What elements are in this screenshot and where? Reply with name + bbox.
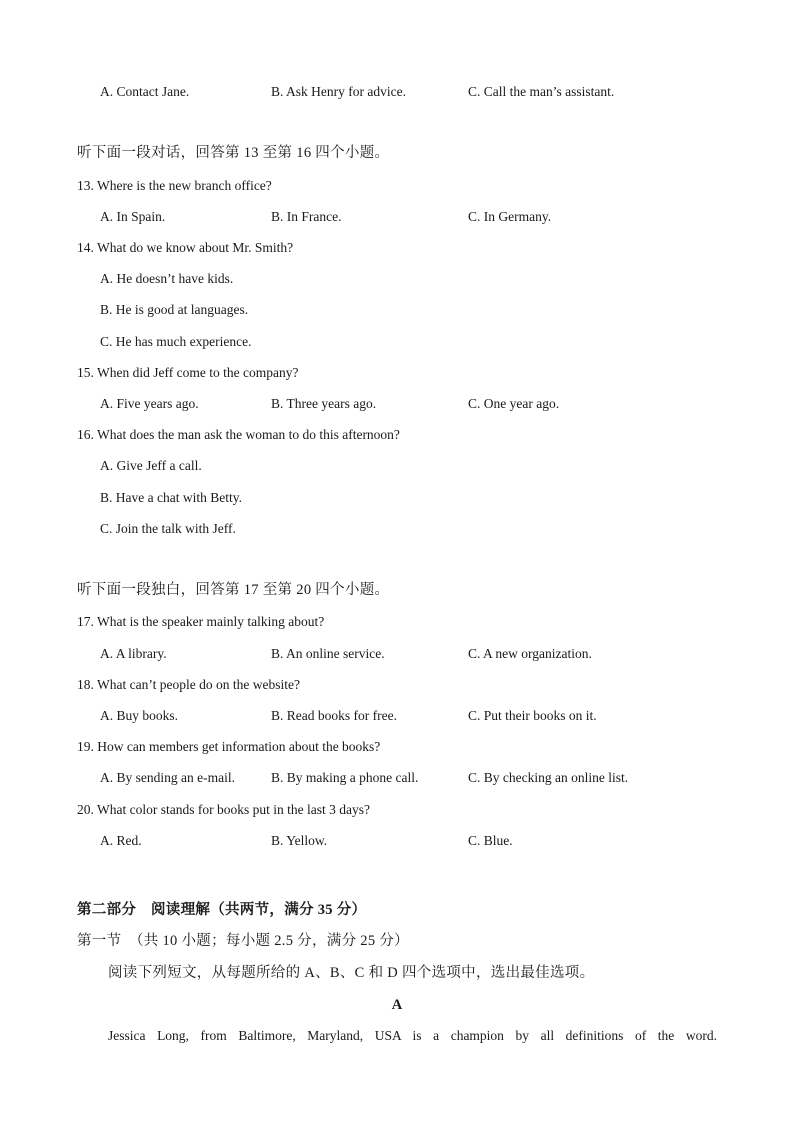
option-14-a: A. He doesn’t have kids. bbox=[100, 271, 234, 286]
option-15-c: C. One year ago. bbox=[468, 396, 560, 411]
part2-instruction: 阅读下列短文，从每题所给的 A、B、C 和 D 四个选项中，选出最佳选项。 bbox=[108, 965, 595, 981]
option-16-c: C. Join the talk with Jeff. bbox=[100, 521, 236, 536]
option-17-a: A. A library. bbox=[100, 646, 167, 661]
question-18: 18. What can’t people do on the website? bbox=[77, 677, 300, 692]
option-16-b: B. Have a chat with Betty. bbox=[100, 490, 242, 505]
section-17-20-heading: 听下面一段独白，回答第 17 至第 20 四个小题。 bbox=[77, 582, 390, 598]
option-19-a: A. By sending an e-mail. bbox=[100, 770, 235, 785]
option-18-b: B. Read books for free. bbox=[271, 708, 397, 723]
option-12-b: B. Ask Henry for advice. bbox=[271, 84, 406, 99]
option-13-a: A. In Spain. bbox=[100, 209, 166, 224]
option-17-c: C. A new organization. bbox=[468, 646, 592, 661]
option-16-a: A. Give Jeff a call. bbox=[100, 458, 202, 473]
option-12-c: C. Call the man’s assistant. bbox=[468, 84, 615, 99]
part2-title: 第二部分 阅读理解（共两节，满分 35 分） bbox=[77, 902, 367, 918]
option-17-b: B. An online service. bbox=[271, 646, 385, 661]
option-20-b: B. Yellow. bbox=[271, 833, 328, 848]
question-15: 15. When did Jeff come to the company? bbox=[77, 365, 299, 380]
option-20-c: C. Blue. bbox=[468, 833, 513, 848]
part2-section1: 第一节 （共 10 小题；每小题 2.5 分，满分 25 分） bbox=[77, 933, 409, 949]
option-18-a: A. Buy books. bbox=[100, 708, 179, 723]
option-14-b: B. He is good at languages. bbox=[100, 302, 249, 317]
option-20-a: A. Red. bbox=[100, 833, 142, 848]
question-19: 19. How can members get information about the books? bbox=[77, 739, 381, 754]
question-13: 13. Where is the new branch office? bbox=[77, 178, 272, 193]
option-14-c: C. He has much experience. bbox=[100, 334, 252, 349]
section-13-16-heading: 听下面一段对话，回答第 13 至第 16 四个小题。 bbox=[77, 145, 390, 161]
question-14: 14. What do we know about Mr. Smith? bbox=[77, 240, 294, 255]
question-20: 20. What color stands for books put in the last 3 days? bbox=[77, 802, 370, 817]
passage-label: A bbox=[391, 997, 403, 1013]
option-19-b: B. By making a phone call. bbox=[271, 770, 419, 785]
option-13-b: B. In France. bbox=[271, 209, 342, 224]
question-17: 17. What is the speaker mainly talking about? bbox=[77, 614, 325, 629]
passage-first-line: Jessica Long, from Baltimore, Maryland, USA is a champion by all definitions of the word. bbox=[108, 1028, 717, 1043]
option-18-c: C. Put their books on it. bbox=[468, 708, 597, 723]
option-15-b: B. Three years ago. bbox=[271, 396, 377, 411]
option-19-c: C. By checking an online list. bbox=[468, 770, 629, 785]
option-13-c: C. In Germany. bbox=[468, 209, 552, 224]
question-16: 16. What does the man ask the woman to do this afternoon? bbox=[77, 427, 400, 442]
option-15-a: A. Five years ago. bbox=[100, 396, 199, 411]
option-12-a: A. Contact Jane. bbox=[100, 84, 190, 99]
